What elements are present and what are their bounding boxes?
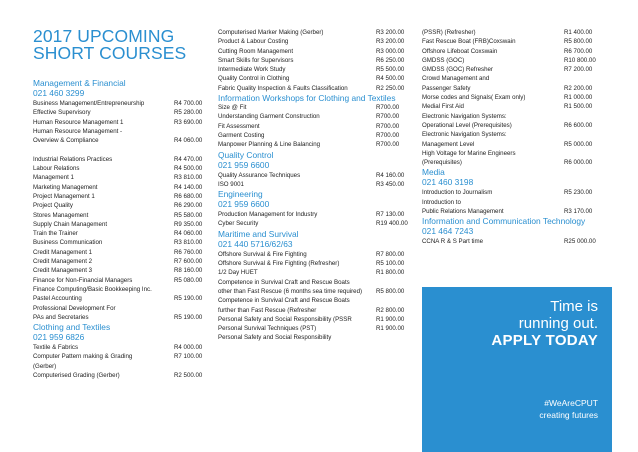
- course-price: R4 500.00: [376, 75, 405, 83]
- course-name: Understanding Garment Construction: [218, 113, 320, 121]
- course-name: Industrial Relations Practices: [33, 155, 113, 163]
- course-name: Size @ Fit: [218, 104, 247, 112]
- course-name: Management Level: [422, 140, 475, 148]
- course-price: R4 140.00: [174, 183, 203, 191]
- course-row: [33, 352, 208, 361]
- course-name: Fabric Quality Inspection & Faults Classification: [218, 84, 348, 92]
- section-title: Maritime and Survival: [218, 228, 299, 239]
- course-row: [33, 136, 208, 145]
- course-row: [218, 140, 412, 149]
- course-row: [33, 201, 208, 210]
- course-name: Cyber Security: [218, 220, 259, 228]
- page-title: [33, 28, 208, 62]
- course-price: R1 900.00: [376, 325, 405, 333]
- course-price: R6 290.00: [174, 202, 203, 210]
- course-price: R7 600.00: [174, 258, 203, 266]
- course-row: [33, 183, 208, 192]
- course-price: R3 200.00: [376, 38, 405, 46]
- course-name: (Prerequisites): [422, 159, 462, 167]
- course-row: [33, 304, 208, 313]
- course-row: [422, 130, 610, 139]
- course-row: [422, 198, 610, 207]
- course-name: Supply Chain Management: [33, 220, 108, 228]
- course-name: Credit Management 1: [33, 248, 93, 256]
- course-name: Finance Computing/Basic Bookkeeping Inc.: [33, 285, 152, 293]
- section-maritime-continued: [422, 28, 610, 167]
- course-name: Credit Management 2: [33, 258, 93, 266]
- course-list: [218, 28, 412, 93]
- course-row: [33, 294, 208, 303]
- course-name: Quality Control in Clothing: [218, 75, 290, 83]
- course-name: GMDSS (GOC) Refresher: [422, 66, 493, 74]
- apply-today-panel: [422, 287, 612, 452]
- course-row: [218, 287, 412, 296]
- course-name: (PSSR) (Refresher): [422, 29, 476, 36]
- course-row: [218, 56, 412, 65]
- course-name: Cutting Room Management: [218, 47, 294, 55]
- course-row: [33, 192, 208, 201]
- section-title: Management & Financial: [33, 78, 126, 88]
- course-price: R6 250.00: [376, 56, 405, 64]
- section-ict: [422, 216, 610, 246]
- page-title-line-1: 2017 UPCOMING: [33, 26, 175, 46]
- course-name: Pastel Accounting: [33, 295, 82, 303]
- section-clothing-textiles: [33, 322, 208, 380]
- course-row: [422, 65, 610, 74]
- course-row: [33, 164, 208, 173]
- cta-line-1: Time is: [550, 298, 598, 315]
- course-row: [33, 343, 208, 352]
- course-name: Overview & Compliance: [33, 137, 99, 145]
- course-price: R1 900.00: [376, 315, 405, 323]
- course-name: Personal Survival Techniques (PST): [218, 325, 317, 333]
- section-title: Clothing and Textiles: [33, 322, 111, 333]
- course-name: Introduction to Journalism: [422, 189, 493, 197]
- course-name: Fit Assessment: [218, 122, 260, 130]
- course-row: [218, 259, 412, 268]
- course-price: R5 580.00: [174, 211, 203, 219]
- course-row: [422, 102, 610, 111]
- cta-line-2: running out.: [518, 315, 598, 332]
- course-row: [33, 211, 208, 220]
- course-price: R4 700.00: [174, 100, 203, 107]
- course-price: R1 500.00: [564, 103, 593, 111]
- column-2: [218, 28, 412, 343]
- course-name: Introduction to: [422, 198, 461, 206]
- course-row: [218, 47, 412, 56]
- course-row: [33, 118, 208, 127]
- section-phone: 021 959 6600: [218, 199, 270, 210]
- course-row: [218, 74, 412, 83]
- course-name: Stores Management: [33, 211, 89, 219]
- course-row: [422, 140, 610, 149]
- course-name: Labour Relations: [33, 165, 80, 173]
- course-row: [33, 362, 208, 371]
- course-name: Train the Trainer: [33, 230, 78, 238]
- course-row: [422, 37, 610, 46]
- course-price: R7 800.00: [376, 250, 405, 258]
- section-title: Quality Control: [218, 149, 274, 160]
- course-row: [422, 74, 610, 83]
- course-row: [33, 257, 208, 266]
- course-price: R4 500.00: [174, 165, 203, 173]
- course-price: R6 700.00: [564, 47, 593, 55]
- course-list: [33, 343, 208, 380]
- course-row: [218, 278, 412, 287]
- section-media: [422, 167, 610, 216]
- course-list: [218, 250, 412, 343]
- course-name: Finance for Non-Financial Managers: [33, 276, 133, 284]
- course-row: [422, 237, 610, 246]
- page-title-line-2: SHORT COURSES: [33, 43, 187, 63]
- course-row: [33, 238, 208, 247]
- course-row: [218, 180, 412, 189]
- course-row: [218, 333, 412, 342]
- course-price: R3 200.00: [376, 29, 405, 36]
- course-price: R25 000.00: [564, 238, 596, 246]
- course-name: Credit Management 3: [33, 267, 93, 275]
- course-price: R7 130.00: [376, 211, 405, 219]
- course-name: Professional Development For: [33, 304, 116, 312]
- course-name: Morse codes and Signals( Exam only): [422, 94, 526, 102]
- course-row: [218, 84, 412, 93]
- section-title: Media: [422, 167, 445, 178]
- course-name: Product & Labour Costing: [218, 38, 289, 46]
- course-price: R700.00: [376, 113, 400, 121]
- section-phone: 021 464 7243: [422, 226, 474, 237]
- course-name: Electronic Navigation Systems:: [422, 131, 507, 139]
- course-list: [218, 171, 412, 190]
- hashtag: #WeAreCPUT: [544, 398, 598, 408]
- course-price: R700.00: [376, 104, 400, 112]
- course-row: [218, 103, 412, 112]
- course-price: R5 190.00: [174, 313, 203, 321]
- tagline: creating futures: [539, 410, 598, 420]
- course-price: R5 080.00: [174, 276, 203, 284]
- course-name: Competence in Survival Craft and Rescue Boats: [218, 297, 350, 305]
- course-row: [33, 276, 208, 285]
- section-information-workshops: [218, 93, 412, 149]
- course-price: R3 810.00: [174, 174, 203, 182]
- course-name: Computerised Grading (Gerber): [33, 372, 120, 380]
- course-price: R6 680.00: [174, 192, 203, 200]
- course-name: Crowd Management and: [422, 75, 490, 83]
- course-price: R8 160.00: [174, 267, 203, 275]
- course-name: Medial First Aid: [422, 103, 464, 111]
- course-row: [33, 229, 208, 238]
- course-row: [218, 324, 412, 333]
- course-row: [218, 122, 412, 131]
- section-maritime-survival: [218, 229, 412, 343]
- course-name: Management 1: [33, 174, 74, 182]
- course-name: Computer Pattern making & Grading: [33, 353, 133, 361]
- course-row: [218, 112, 412, 121]
- section-engineering: [218, 189, 412, 229]
- course-row: [33, 220, 208, 229]
- course-price: R2 800.00: [376, 306, 405, 314]
- course-name: Project Quality: [33, 202, 73, 210]
- course-price: R700.00: [376, 141, 400, 149]
- course-price: R3 170.00: [564, 208, 593, 216]
- course-price: R5 800.00: [376, 287, 405, 295]
- column-3: [422, 28, 610, 247]
- course-name: Smart Skills for Supervisors: [218, 56, 294, 64]
- course-name: 1/2 Day HUET: [218, 269, 258, 277]
- course-name: Production Management for Industry: [218, 211, 318, 219]
- course-name: Intermediate Work Study: [218, 66, 286, 74]
- course-row: [422, 56, 610, 65]
- course-price: R4 000.00: [174, 344, 203, 352]
- course-price: R3 690.00: [174, 118, 203, 126]
- section-phone: 021 959 6826: [33, 332, 85, 343]
- course-row: [33, 248, 208, 257]
- course-price: R5 800.00: [564, 38, 593, 46]
- course-name: Human Resource Management 1: [33, 118, 124, 126]
- course-row: [33, 285, 208, 294]
- course-price: R4 060.00: [174, 137, 203, 145]
- course-row: [218, 131, 412, 140]
- spacer: [33, 145, 208, 154]
- course-row: [422, 47, 610, 56]
- course-name: Garment Costing: [218, 131, 265, 139]
- course-price: R700.00: [376, 122, 400, 130]
- course-price: R700.00: [376, 131, 400, 139]
- course-name: other than Fast Rescue (6 months sea time required): [218, 287, 363, 295]
- course-row: [218, 65, 412, 74]
- column-1: [33, 28, 208, 380]
- course-price: R3 000.00: [376, 47, 405, 55]
- course-price: R4 060.00: [174, 230, 203, 238]
- course-row: [218, 28, 412, 37]
- section-management-financial: [33, 78, 208, 322]
- course-name: further than Fast Rescue (Refresher: [218, 306, 317, 314]
- section-quality-control: [218, 150, 412, 190]
- course-list: [422, 28, 610, 167]
- course-row: [33, 127, 208, 136]
- course-row: [218, 296, 412, 305]
- course-row: [422, 112, 610, 121]
- course-name: Public Relations Management: [422, 208, 504, 216]
- course-price: R1 800.00: [376, 269, 405, 277]
- course-row: [218, 210, 412, 219]
- course-name: Quality Assurance Techniques: [218, 171, 301, 179]
- course-price: R5 500.00: [376, 66, 405, 74]
- course-price: R9 350.00: [174, 220, 203, 228]
- course-row: [422, 149, 610, 158]
- course-name: Offshore Survival & Fire Fighting: [218, 250, 307, 258]
- course-price: R10 800.00: [564, 56, 596, 64]
- course-name: Personal Safety and Social Responsibility (PSSR: [218, 315, 352, 323]
- course-name: Business Communication: [33, 239, 103, 247]
- course-row: [33, 266, 208, 275]
- course-name: Passenger Safety: [422, 84, 471, 92]
- course-price: R7 200.00: [564, 66, 593, 74]
- course-price: R1 400.00: [564, 29, 593, 36]
- course-price: R2 500.00: [174, 372, 203, 380]
- course-row: [422, 84, 610, 93]
- course-name: CCNA R & S Part time: [422, 238, 484, 246]
- course-name: Human Resource Management -: [33, 127, 123, 135]
- course-row: [218, 250, 412, 259]
- course-list: [422, 237, 610, 246]
- course-price: R6 600.00: [564, 121, 593, 129]
- course-name: GMDSS (GOC): [422, 56, 465, 64]
- course-row: [422, 121, 610, 130]
- course-row: [33, 173, 208, 182]
- section-title: Information and Communication Technology: [422, 216, 586, 227]
- course-price: R6 760.00: [174, 248, 203, 256]
- course-row: [218, 171, 412, 180]
- course-name: Business Management/Entrepreneurship: [33, 100, 145, 107]
- course-name: Competence in Survival Craft and Rescue Boats: [218, 278, 350, 286]
- course-price: R4 160.00: [376, 171, 405, 179]
- course-row: [422, 28, 610, 37]
- course-price: R6 000.00: [564, 159, 593, 167]
- course-price: R3 810.00: [174, 239, 203, 247]
- section-phone: 021 959 6600: [218, 159, 270, 170]
- course-price: R7 100.00: [174, 353, 203, 361]
- section-clothing-continued: [218, 28, 412, 93]
- course-price: R1 000.00: [564, 94, 593, 102]
- course-row: [33, 155, 208, 164]
- section-phone: 021 460 3198: [422, 177, 474, 188]
- section-title: Engineering: [218, 189, 263, 200]
- course-row: [422, 93, 610, 102]
- course-price: R5 190.00: [174, 295, 203, 303]
- course-name: Electronic Navigation Systems:: [422, 112, 507, 120]
- course-name: Offshore Lifeboat Coxswain: [422, 47, 498, 55]
- course-price: R5 100.00: [376, 260, 405, 268]
- course-row: [33, 371, 208, 380]
- course-row: [218, 219, 412, 228]
- course-row: [422, 158, 610, 167]
- course-name: Personal Safety and Social Responsibility: [218, 334, 332, 342]
- course-name: Operational Level (Prerequisites): [422, 121, 512, 129]
- course-price: R2 200.00: [564, 84, 593, 92]
- course-name: ISO 9001: [218, 180, 244, 188]
- course-row: [218, 306, 412, 315]
- course-row: [218, 315, 412, 324]
- section-phone: 021 460 3299: [33, 88, 85, 98]
- course-name: Computerised Marker Making (Gerber): [218, 29, 324, 36]
- course-name: High Voltage for Marine Engineers: [422, 149, 516, 157]
- course-price: R3 450.00: [376, 180, 405, 188]
- course-price: R5 280.00: [174, 109, 203, 117]
- course-name: PAs and Secretaries: [33, 313, 89, 321]
- course-price: R2 250.00: [376, 84, 405, 92]
- course-row: [218, 37, 412, 46]
- course-name: Textile & Fabrics: [33, 344, 79, 352]
- course-price: R5 000.00: [564, 140, 593, 148]
- course-row: [218, 268, 412, 277]
- course-list: [218, 210, 412, 229]
- course-row: [33, 108, 208, 117]
- course-row: [422, 188, 610, 197]
- section-title: Information Workshops for Clothing and Textiles: [218, 93, 396, 104]
- course-row: [33, 99, 208, 108]
- course-list: [33, 99, 208, 322]
- course-name: Project Management 1: [33, 192, 95, 200]
- course-price: R5 230.00: [564, 189, 593, 197]
- course-name: Manpower Planning & Line Balancing: [218, 141, 321, 149]
- section-phone: 021 440 5716/62/63: [218, 238, 293, 249]
- course-price: R4 470.00: [174, 155, 203, 163]
- course-row: [33, 313, 208, 322]
- course-price: R19 400.00: [376, 220, 408, 228]
- course-name: Marketing Management: [33, 183, 98, 191]
- course-row: [422, 207, 610, 216]
- course-name: Fast Rescue Boat (FRB)Coxswain: [422, 38, 516, 46]
- apply-today-heading: APPLY TODAY: [491, 332, 598, 349]
- course-name: Effective Supervisory: [33, 109, 91, 117]
- course-list: [422, 188, 610, 216]
- course-name: (Gerber): [33, 362, 57, 370]
- course-name: Offshore Survival & Fire Fighting (Refresher): [218, 260, 340, 268]
- course-list: [218, 103, 412, 149]
